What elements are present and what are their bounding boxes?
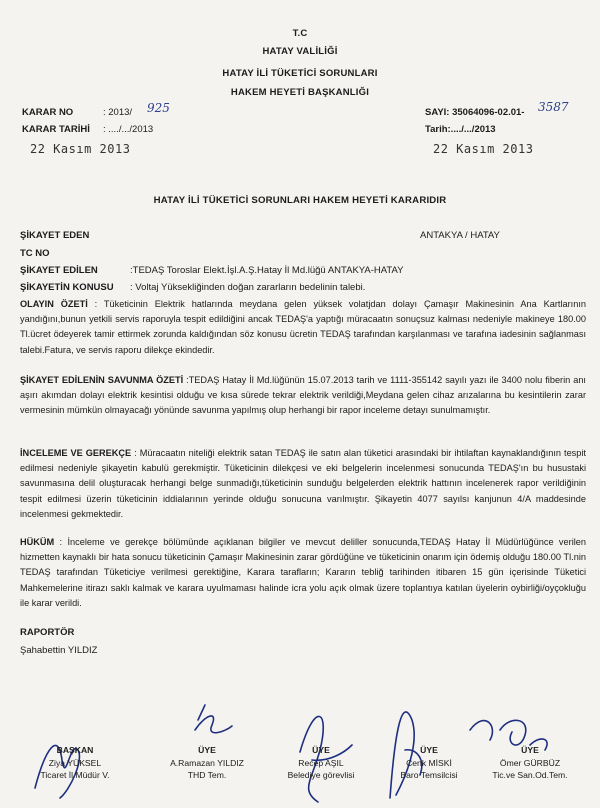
signature-name: Ömer GÜRBÜZ: [499, 757, 561, 768]
signature-org: Belediye görevlisi: [287, 770, 355, 780]
signature-role: ÜYE: [312, 745, 330, 755]
hukum-paragraph: [20, 535, 586, 611]
sikayet-edilen-label: ŞİKAYET EDİLEN: [20, 265, 98, 276]
sikayet-edilen-value: :TEDAŞ Toroslar Elekt.İşl.A.Ş.Hatay İl Md.lüğü ANTAKYA-HATAY: [130, 265, 404, 276]
olayin-ozeti-text: : Tüketicinin Elektrik hatlarında meydana gelen yüksek volatjdan dolayı Çamaşır Makinesinin Ana Kartlarının yandığını,bunun yetkili servis raporuyla tespit edildiğini ancak TEDAŞ'a yaptığı müracaatın sonuçsuz kalması nedeniyle makineye 180.00 Tl.ücret ödeyerek tamir ettirmek zorunda kaldığından söz konusu ücretin TEDAŞ tarafından karşılanması ve tarafına iadesinin sağlanması talebi.Fatura, ve servis raporu dilekçe ekindedir.: [20, 299, 586, 355]
sayi-label: SAYI: 35064096-02.01-: [425, 107, 525, 118]
inceleme-gerekce-paragraph: [20, 446, 586, 522]
signature-block-uye-2: [266, 744, 376, 782]
olayin-ozeti-paragraph: [20, 297, 586, 358]
karar-tarihi-label: KARAR TARİHİ: [22, 124, 90, 135]
sikayet-eden-label: ŞİKAYET EDEN: [20, 230, 90, 241]
savunma-ozeti-heading: ŞİKAYET EDİLENİN SAVUNMA ÖZETİ: [20, 375, 184, 385]
signature-block-baskan: [20, 744, 130, 782]
header-valilik: HATAY VALİLİĞİ: [262, 46, 338, 57]
signature-org: Baro Temsilcisi: [400, 770, 458, 780]
sikayet-konusu-value: : Voltaj Yüksekliğinden doğan zararların bedelinin talebi.: [130, 282, 366, 293]
signature-org: THD Tem.: [187, 770, 227, 780]
signature-name: Ziya YÜKSEL: [48, 757, 102, 768]
signature-name: Cenk MİSKİ: [406, 757, 452, 768]
signature-org: Tic.ve San.Od.Tem.: [492, 770, 568, 780]
raportor-name: Şahabettin YILDIZ: [20, 645, 98, 656]
signature-block-uye-4: [475, 744, 585, 782]
inceleme-gerekce-heading: İNCELEME VE GEREKÇE: [20, 448, 132, 458]
hukum-heading: HÜKÜM: [20, 537, 55, 547]
savunma-ozeti-paragraph: [20, 373, 586, 419]
karar-no-value: : 2013/: [103, 107, 133, 118]
olayin-ozeti-heading: OLAYIN ÖZETİ: [20, 299, 88, 309]
signature-block-uye-3: [374, 744, 484, 782]
signature-role: ÜYE: [420, 745, 438, 755]
raportor-label: RAPORTÖR: [20, 627, 75, 638]
header-baskanlik: HAKEM HEYETİ BAŞKANLIĞI: [230, 87, 370, 98]
signature-org: Ticaret İl Müdür V.: [40, 770, 110, 780]
header-tc: T.C: [292, 28, 308, 39]
hukum-text: : İnceleme ve gerekçe bölümünde açıklanan bilgiler ve mevcut deliller sonucunda,TEDAŞ Hatay İl Müdürlüğünce verilen hizmetten kaynaklı bir hata sonucu tüketicinin Çamaşır Makinesinin zarar gördüğüne ve tüketicinin onarım için ödemiş olduğu 180.00 Tl.nin TEDAŞ tarafından Tüketiciye verilmesi gerektiğine, Karara tarafların; Kararın tebliğ tarihinden itibaren 15 gün içerisinde Tüketici Mahkemelerine itirazı saklı kalmak ve karara uyulmaması halinde icra yolu açık olmak üzere toplantıya katılan üyelerin oybirliği/oyçokluğu ile karar verildi.: [20, 537, 586, 608]
header-sorunlar: HATAY İLİ TÜKETİCİ SORUNLARI: [222, 68, 378, 79]
signature-role: BAŞKAN: [56, 745, 94, 755]
tarih-label: Tarih:..../.../2013: [425, 124, 496, 135]
savunma-ozeti-text: :TEDAŞ Hatay İl Md.lüğünün 15.07.2013 tarih ve 1111-355142 sayılı yazı ile 3400 nolu fiberin anı aşırı akımdan dolayı elektrik kesintisi olduğu ve kısa sürede tekrar elektrik verildiği,Meydana gelen cihaz arızalarına bu kesintilerin zarar vermesinin mümkün olmayacağı yönünde savunma yapılmış olup herhangi bir rapor inceleme detayı sunulmamıştır.: [20, 375, 586, 416]
karar-tarihi-value: : ..../.../2013: [103, 124, 154, 135]
signature-role: ÜYE: [521, 745, 539, 755]
tc-no-label: TC NO: [20, 248, 50, 259]
sikayet-konusu-label: ŞİKAYETİN KONUSU: [20, 282, 114, 293]
karar-no-label: KARAR NO: [22, 107, 74, 118]
signature-name: A.Ramazan YILDIZ: [170, 757, 244, 768]
inceleme-gerekce-text: : Müracaatın niteliği elektrik satan TEDAŞ ile satın alan tüketici arasındaki bir ihtilaftan kaynaklandığının tespit edilmesi nedeniyle şikayetin kabulü gerekmiştir. Tüketicinin dilekçesi ve eki belgelerin incelenmesi sonucunda TEDAŞ'ın bu husustaki savunmasına delil oluşturacak herhangi belge sunmadığı,tüketicinin sunduğu belgelerden elektrik hattının incelenerek rapor verildiğinin tespit edilmesi üzerin tüketicinin iddialarının yerinde olduğu sonucuna varılmıştır. Şikayetin 4077 sayılsı kanjunun 4/A maddesinde incelenmesi gekmektedir.: [20, 448, 586, 519]
date-stamp-left: 22 Kasım 2013: [30, 142, 131, 156]
karar-no-handwritten: 925: [147, 101, 170, 115]
signature-uye-1: [195, 705, 232, 733]
sayi-handwritten: 3587: [538, 100, 569, 114]
signature-block-uye-1: [152, 744, 262, 782]
date-stamp-right: 22 Kasım 2013: [433, 142, 534, 156]
sikayet-eden-value: ANTAKYA / HATAY: [420, 230, 500, 241]
signature-name: Recep AŞIL: [298, 757, 344, 768]
signature-role: ÜYE: [198, 745, 216, 755]
document-title: HATAY İLİ TÜKETİCİ SORUNLARI HAKEM HEYETİ KARARIDIR: [153, 195, 447, 206]
